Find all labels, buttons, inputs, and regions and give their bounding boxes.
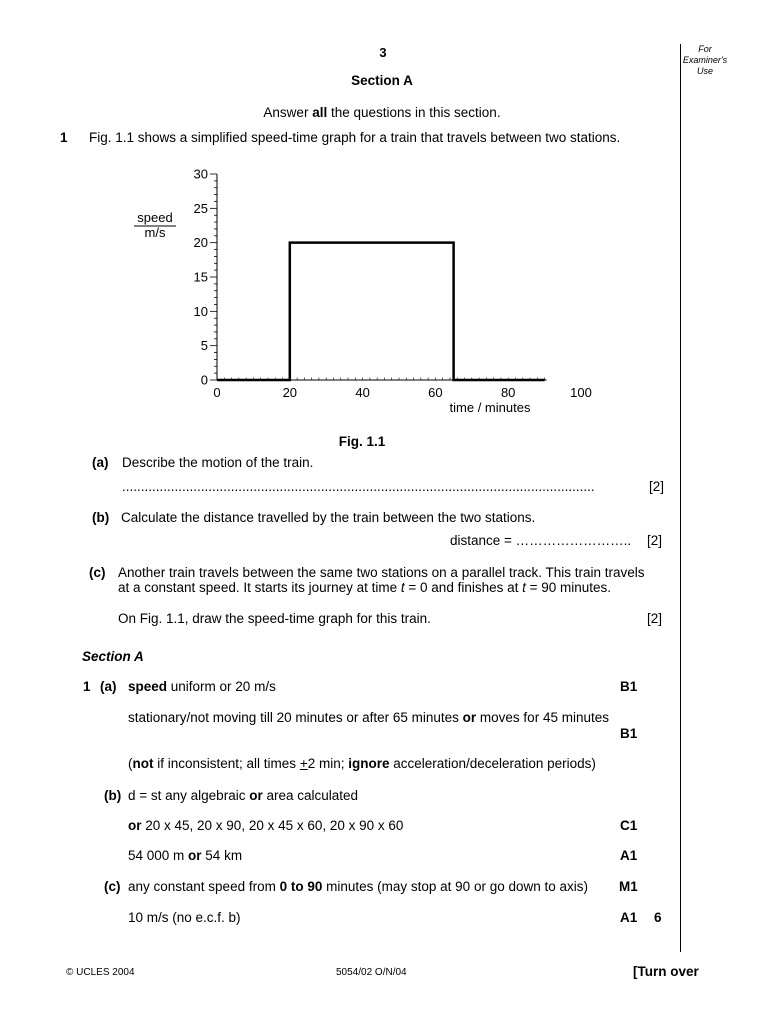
part-c-label: (c) xyxy=(89,565,106,580)
part-a-label: (a) xyxy=(92,455,109,470)
ms-c1-text: any constant speed from 0 to 90 minutes (may stop at 90 or go down to axis) xyxy=(128,879,588,894)
x-tick-label: 0 xyxy=(213,385,221,400)
ms-part-c-label: (c) xyxy=(104,879,121,894)
instruction-line: Answer all the questions in this section. xyxy=(263,105,501,120)
footer-turn-over: [Turn over xyxy=(633,964,699,979)
x-tick-label: 40 xyxy=(355,385,370,400)
footer-paper-code: 5054/02 O/N/04 xyxy=(336,967,407,978)
ms-part-a-label: (a) xyxy=(100,679,117,694)
y-tick-label: 15 xyxy=(193,269,208,285)
part-b-label: (b) xyxy=(92,510,110,525)
part-c-marks: [2] xyxy=(647,611,663,626)
y-axis-label-bottom: m/s xyxy=(144,225,166,240)
speed-time-graph xyxy=(120,160,620,420)
y-tick-label: 30 xyxy=(193,166,208,182)
footer-copyright: © UCLES 2004 xyxy=(66,967,135,978)
mark-scheme-heading: Section A xyxy=(82,649,144,664)
part-a-text: Describe the motion of the train. xyxy=(122,455,314,470)
ms-a1-mark: B1 xyxy=(620,679,638,694)
ms-a2-mark: B1 xyxy=(620,726,638,741)
ms-a3-text: (not if inconsistent; all times +2 min; ignore acceleration/deceleration periods) xyxy=(128,756,596,771)
ms-c1-mark: M1 xyxy=(619,879,638,894)
figure-caption: Fig. 1.1 xyxy=(338,434,386,449)
y-tick-label: 20 xyxy=(193,235,208,251)
ms-b1-text: d = st any algebraic or area calculated xyxy=(128,788,359,803)
x-axis-label: time / minutes xyxy=(449,400,531,415)
page-number: 3 xyxy=(379,45,387,60)
examiner-use-box: For Examiner's Use xyxy=(682,44,728,76)
speed-series-line xyxy=(217,243,545,380)
section-heading: Section A xyxy=(351,73,413,88)
y-axis-label-top: speed xyxy=(137,210,173,225)
question-stem: Fig. 1.1 shows a simplified speed-time graph for a train that travels between two stations. xyxy=(89,130,621,145)
ms-total-mark: 6 xyxy=(654,910,662,925)
x-tick-label: 80 xyxy=(500,385,516,400)
ms-a1-text: speed uniform or 20 m/s xyxy=(128,679,276,694)
part-c-line3: On Fig. 1.1, draw the speed-time graph for this train. xyxy=(118,611,431,626)
examiner-margin-rule xyxy=(680,44,681,952)
ms-c2-text: 10 m/s (no e.c.f. b) xyxy=(128,910,241,925)
x-tick-label: 20 xyxy=(282,385,298,400)
ms-b3-text: 54 000 m or 54 km xyxy=(128,848,243,863)
ms-b2-mark: C1 xyxy=(620,818,638,833)
part-b-text: Calculate the distance travelled by the train between the two stations. xyxy=(121,510,536,525)
y-tick-label: 0 xyxy=(200,372,208,388)
question-number: 1 xyxy=(60,130,68,145)
x-tick-label: 60 xyxy=(428,385,443,400)
ms-b2-text: or 20 x 45, 20 x 90, 20 x 45 x 60, 20 x 90 x 60 xyxy=(128,818,404,833)
ms-b3-mark: A1 xyxy=(620,848,638,863)
ms-question-number: 1 xyxy=(83,679,91,694)
part-c-line1: Another train travels between the same two stations on a parallel track. This train travels xyxy=(118,565,645,580)
ms-a2-text: stationary/not moving till 20 minutes or after 65 minutes or moves for 45 minutes xyxy=(128,710,609,725)
ms-part-b-label: (b) xyxy=(104,788,122,803)
part-c-line2: at a constant speed. It starts its journey at time t = 0 and finishes at t = 90 minutes. xyxy=(118,580,612,595)
x-tick-label: 100 xyxy=(570,385,592,400)
part-a-marks: [2] xyxy=(649,479,665,494)
y-tick-label: 5 xyxy=(200,338,208,354)
part-b-answer-prompt: distance = …………………….. xyxy=(450,533,632,548)
y-tick-label: 25 xyxy=(193,200,208,216)
y-tick-label: 10 xyxy=(193,303,208,319)
ms-c2-mark: A1 xyxy=(620,910,638,925)
part-a-answer-line: .............................................................................................................................. xyxy=(122,479,595,494)
part-b-marks: [2] xyxy=(647,533,663,548)
